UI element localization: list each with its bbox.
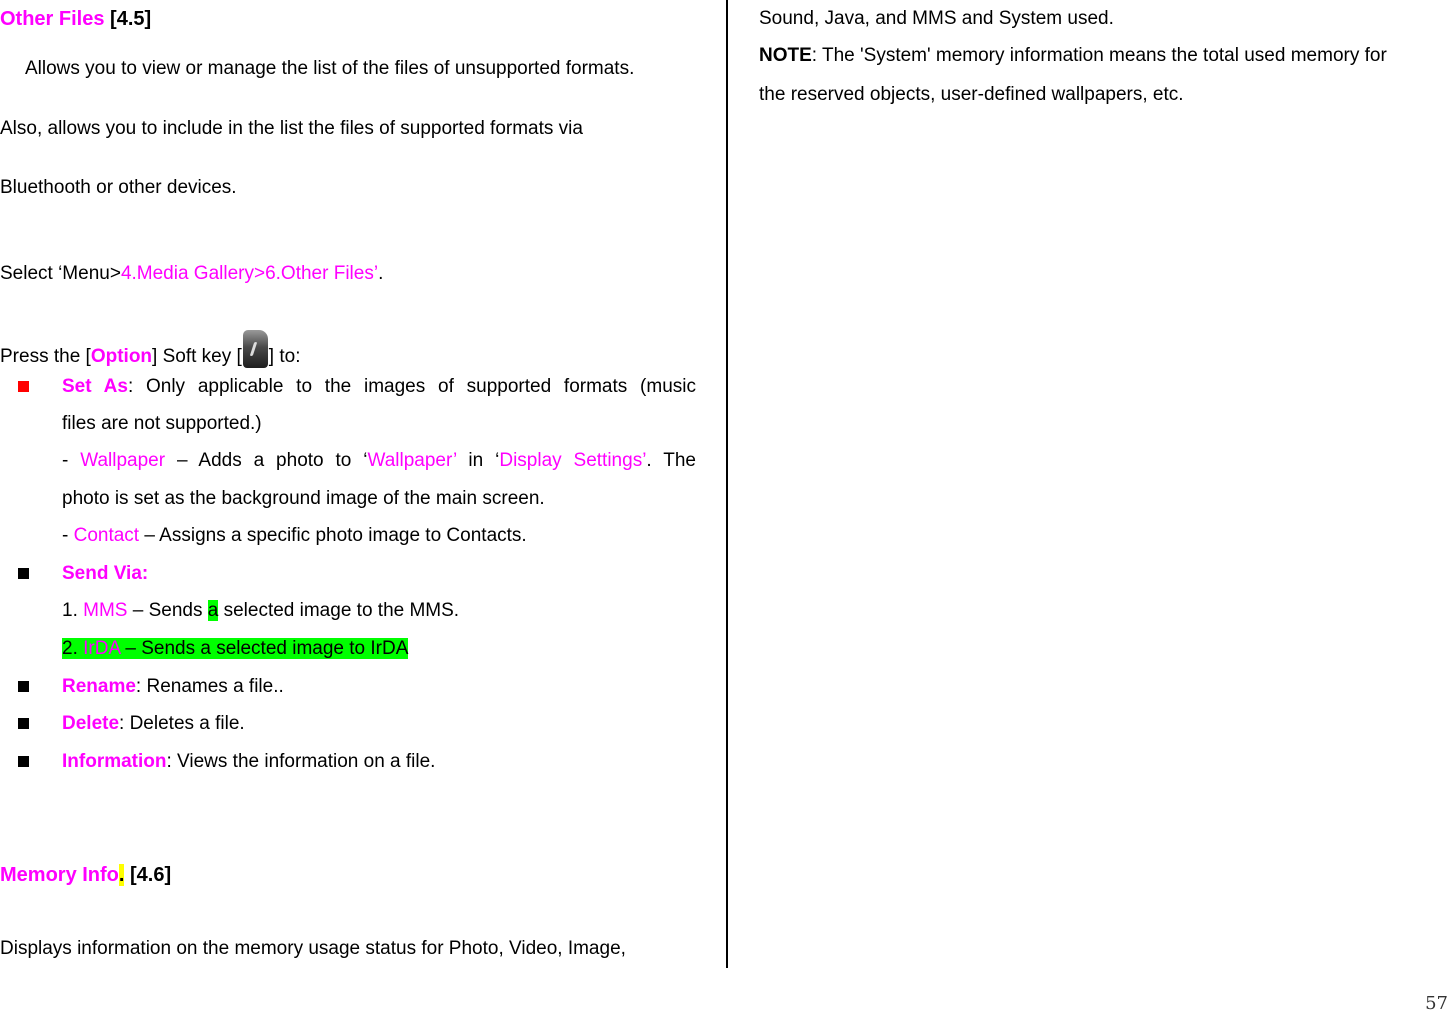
other-files-desc2: Also, allows you to include in the list the files of supported formats via — [0, 118, 583, 139]
memory-info-dot: . — [118, 864, 125, 886]
irda-text: – Sends a selected image to IrDA — [120, 638, 409, 659]
set-as-text1: : Only applicable to the images of supported formats (music — [127, 376, 696, 397]
menu-path: 4.Media Gallery>6.Other Files’ — [120, 263, 379, 284]
note-label: NOTE — [759, 45, 812, 66]
wallpaper-target: Wallpaper’ — [367, 450, 457, 471]
contact-line — [62, 525, 527, 547]
mms-line — [62, 600, 459, 622]
press-suffix: ] to: — [268, 346, 301, 367]
select-prefix: Select ‘Menu> — [0, 263, 121, 284]
irda-line — [62, 638, 408, 660]
rename-bullet-icon — [18, 681, 29, 692]
rename-line — [62, 676, 284, 698]
wallpaper-line1 — [62, 450, 696, 472]
press-prefix: Press the [ — [0, 346, 91, 367]
select-suffix: . — [378, 263, 384, 284]
page-number: 57 — [1425, 993, 1448, 1014]
mms-num: 1. — [62, 600, 84, 621]
wallpaper-in: in ‘ — [456, 450, 500, 471]
delete-line — [62, 713, 245, 735]
option-label: Option — [90, 346, 153, 367]
right-column — [729, 0, 1454, 968]
irda-num: 2. — [62, 638, 84, 659]
select-instruction — [0, 263, 383, 285]
note-text: : The 'System' memory information means the total used memory for — [811, 45, 1387, 66]
other-files-code: [4.5] — [110, 8, 152, 30]
contact-text: – Assigns a specific photo image to Contacts. — [139, 525, 527, 546]
wallpaper-end: . The — [646, 450, 696, 471]
press-instruction — [0, 330, 300, 368]
set-as-line1 — [62, 376, 696, 398]
memory-info-code: [4.6] — [124, 864, 172, 886]
memory-info-heading — [0, 864, 171, 886]
softkey-icon — [243, 330, 268, 368]
wallpaper-label: Wallpaper — [80, 450, 166, 471]
irda-label: IrDA — [83, 638, 121, 659]
memory-info-title: Memory Info — [0, 864, 119, 886]
wallpaper-text: – Adds a photo to ‘ — [165, 450, 368, 471]
information-label: Information — [62, 751, 167, 772]
press-mid: ] Soft key [ — [152, 346, 242, 367]
delete-bullet-icon — [18, 718, 29, 729]
column-divider — [726, 0, 728, 968]
delete-text: : Deletes a file. — [119, 713, 245, 734]
left-column — [0, 0, 727, 968]
mms-text-b: selected image to the MMS. — [218, 600, 460, 621]
memory-info-desc2: Sound, Java, and MMS and System used. — [759, 8, 1114, 29]
wallpaper-dash: - — [62, 450, 81, 471]
send-via-bullet-icon — [18, 568, 29, 579]
information-bullet-icon — [18, 756, 29, 767]
irda-highlight — [62, 638, 408, 659]
rename-label: Rename — [62, 676, 136, 697]
information-text: : Views the information on a file. — [166, 751, 436, 772]
delete-label: Delete — [62, 713, 120, 734]
other-files-desc3: Bluethooth or other devices. — [0, 177, 237, 198]
other-files-heading — [0, 8, 151, 30]
mms-text-a: – Sends — [127, 600, 208, 621]
set-as-label: Set As — [62, 376, 128, 397]
rename-text: : Renames a file.. — [135, 676, 284, 697]
other-files-desc1: Allows you to view or manage the list of the files of unsupported formats. — [25, 58, 635, 79]
contact-label: Contact — [73, 525, 140, 546]
set-as-line2: files are not supported.) — [62, 413, 262, 434]
other-files-title: Other Files — [0, 8, 105, 30]
note-line1 — [759, 45, 1387, 67]
wallpaper-line2: photo is set as the background image of the main screen. — [62, 488, 545, 509]
mms-highlight: a — [207, 600, 219, 621]
information-line — [62, 751, 435, 773]
note-line2: the reserved objects, user-defined wallpapers, etc. — [759, 84, 1184, 105]
contact-dash: - — [62, 525, 74, 546]
send-via-title: Send Via: — [62, 563, 149, 584]
set-as-bullet-icon — [18, 381, 29, 392]
memory-info-desc1: Displays information on the memory usage status for Photo, Video, Image, — [0, 938, 626, 959]
send-via-label — [62, 563, 148, 585]
display-settings-label: Display Settings’ — [499, 450, 647, 471]
mms-label: MMS — [83, 600, 128, 621]
